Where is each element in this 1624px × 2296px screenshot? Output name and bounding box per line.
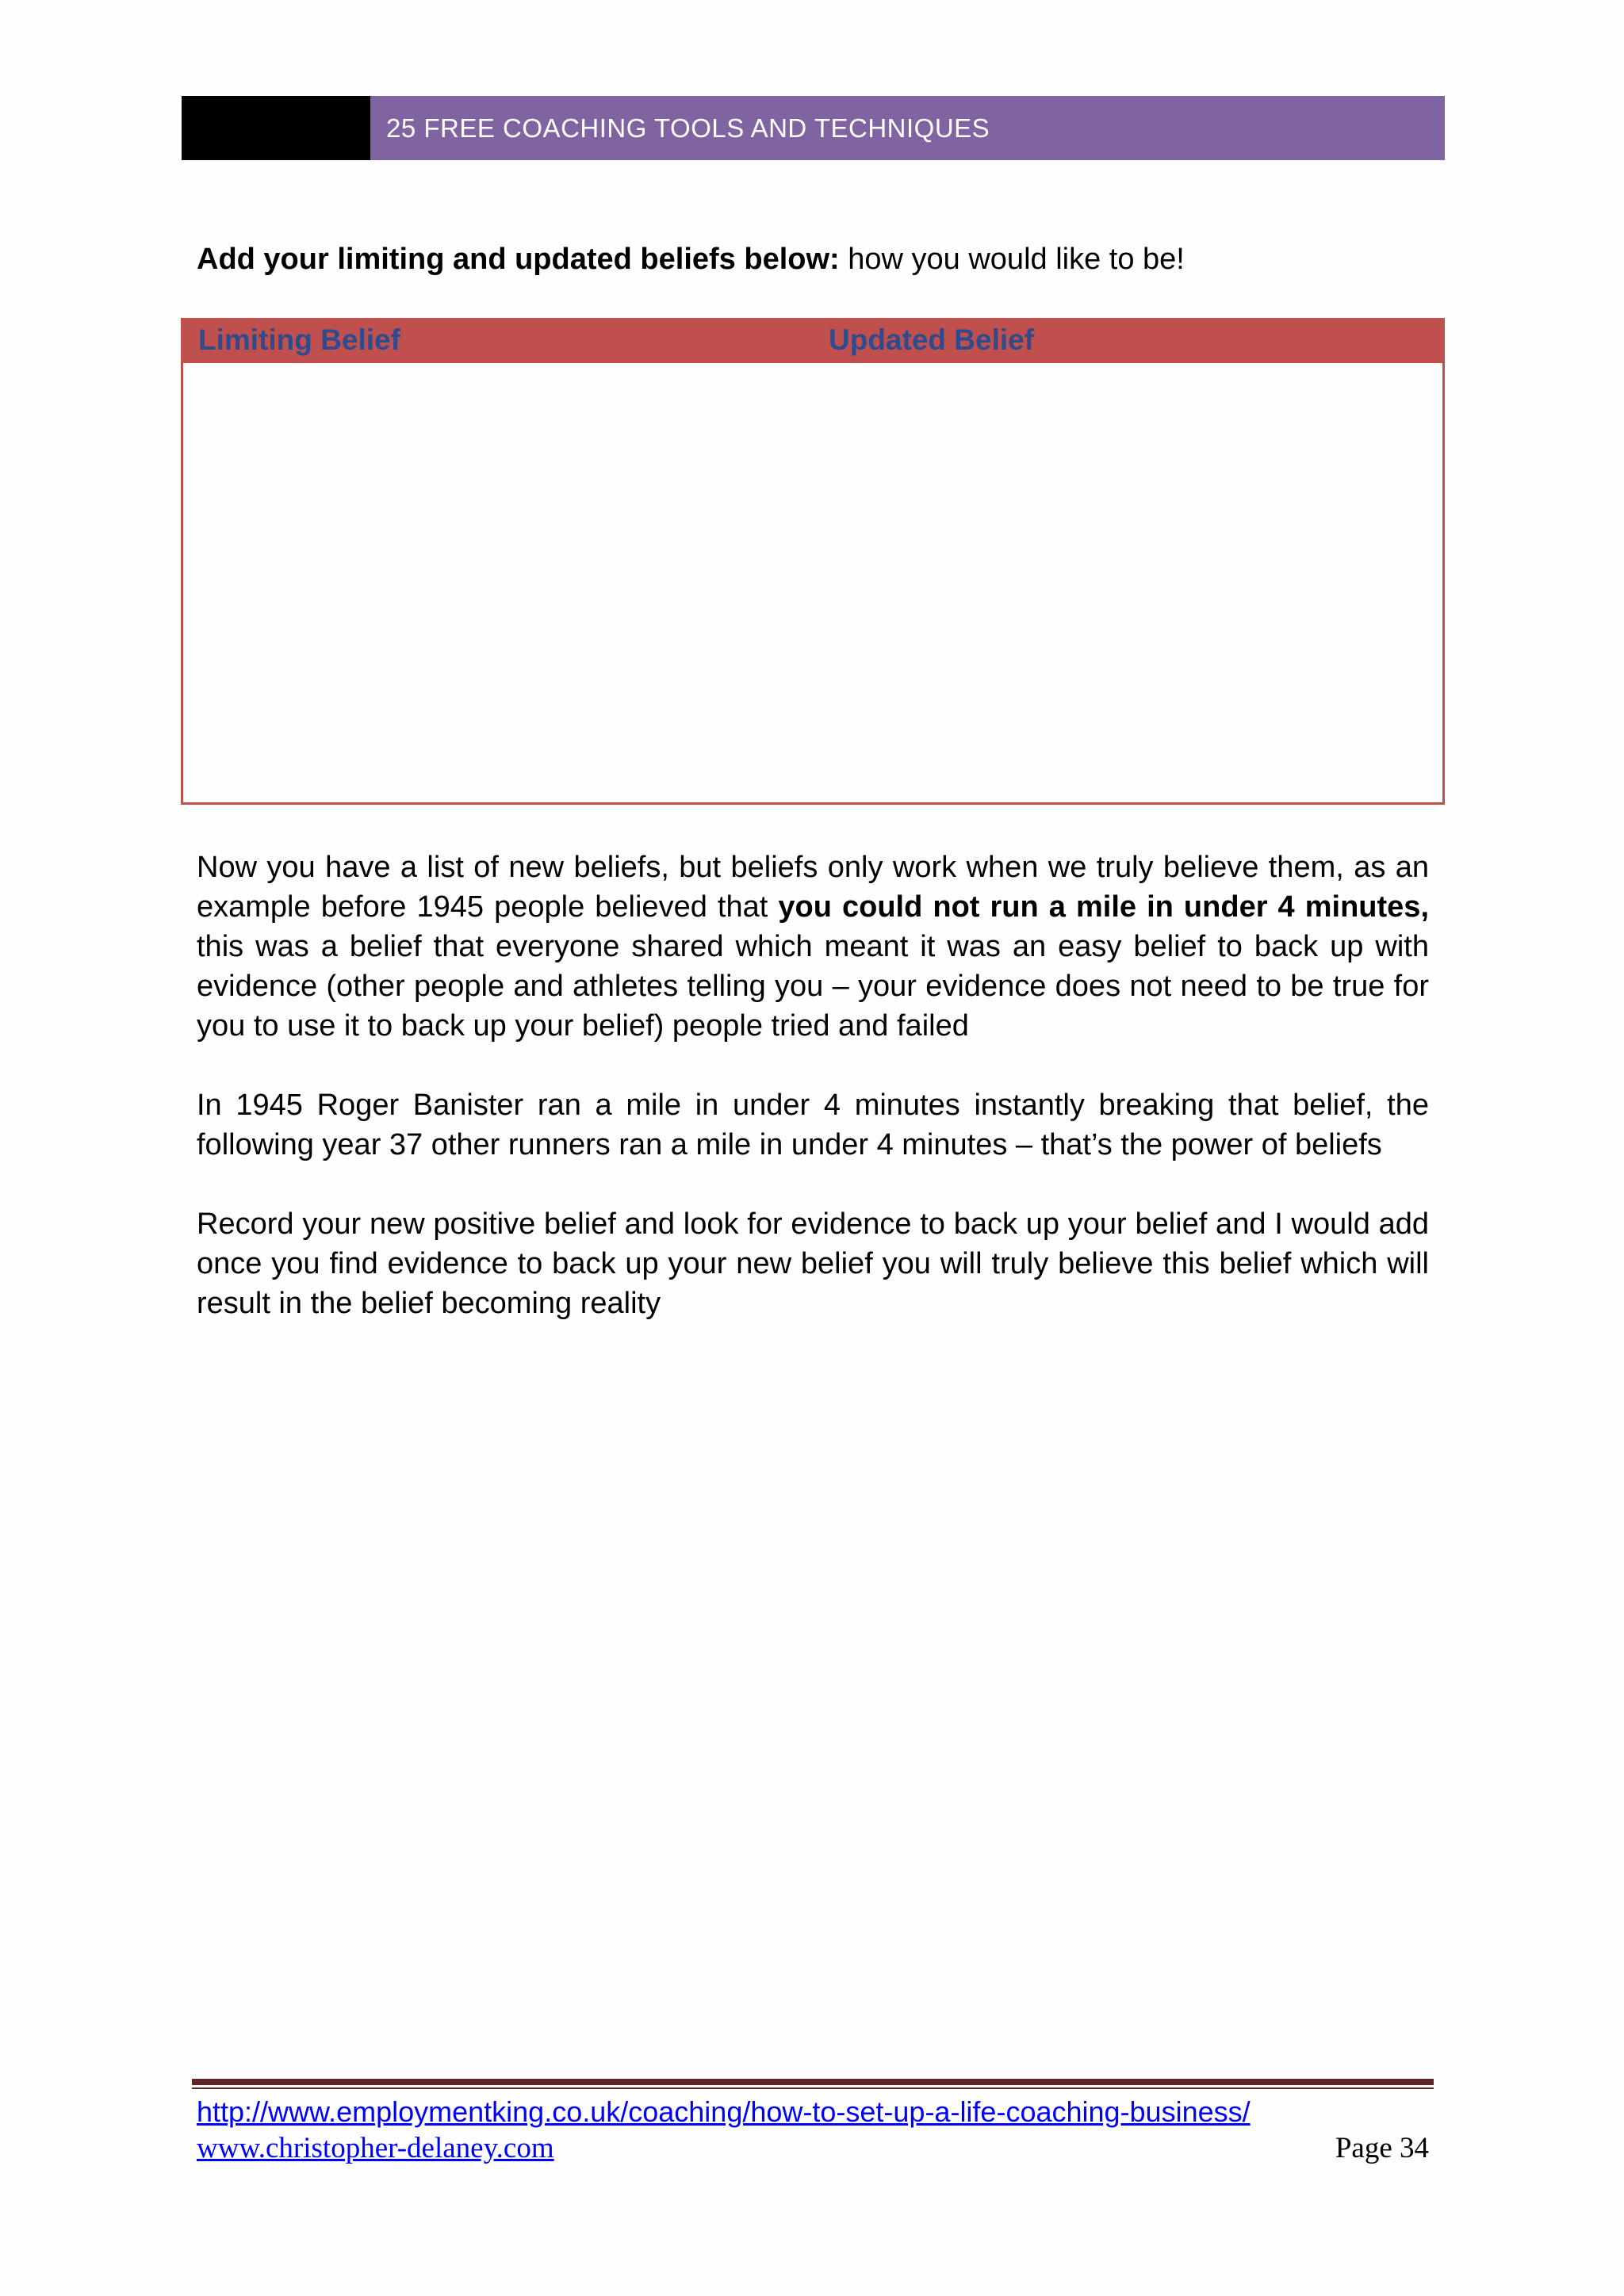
intro-rest: how you would like to be! bbox=[839, 243, 1185, 276]
intro-bold: Add your limiting and updated beliefs below: bbox=[197, 243, 840, 276]
beliefs-table-header bbox=[183, 320, 1442, 363]
paragraph-bold-text: you could not run a mile in under 4 minutes, bbox=[778, 890, 1429, 924]
footer-divider bbox=[192, 2079, 1434, 2089]
paragraph-text: Now you have a list of new beliefs, but beliefs only work when we truly believe them, as an example before 1945 people believed that bbox=[197, 851, 1429, 924]
page-header bbox=[182, 96, 1445, 160]
intro-instruction bbox=[197, 238, 1434, 281]
footer-link-christopher-delaney[interactable]: www.christopher-delaney.com bbox=[197, 2132, 554, 2164]
paragraph-text: this was a belief that everyone shared which meant it was an easy belief to back up with evidence (other people and athletes telling you – your evidence does not need to be true for you to use it to back up your belief) people tried and failed bbox=[197, 930, 1429, 1043]
column-limiting-belief: Limiting Belief bbox=[198, 323, 400, 356]
page-number: Page 34 bbox=[1335, 2132, 1429, 2164]
paragraph-banister: In 1945 Roger Banister ran a mile in under 4 minutes instantly breaking that belief, the following year 37 other runners ran a mile in under 4 minutes – that’s the power of beliefs bbox=[197, 1089, 1429, 1161]
paragraph-beliefs bbox=[197, 848, 1429, 1046]
header-title: 25 FREE COACHING TOOLS AND TECHNIQUES bbox=[370, 96, 1445, 160]
footer-link-employmentking[interactable]: http://www.employmentking.co.uk/coaching/how-to-set-up-a-life-coaching-business/ bbox=[197, 2095, 1251, 2128]
beliefs-table bbox=[181, 318, 1445, 805]
column-updated-belief: Updated Belief bbox=[829, 323, 1035, 356]
header-black-block bbox=[182, 96, 370, 160]
paragraph-record: Record your new positive belief and look for evidence to back up your belief and I would add once you find evidence to back up your new belief you will truly believe this belief which will result in the belief becoming reality bbox=[197, 1207, 1429, 1320]
